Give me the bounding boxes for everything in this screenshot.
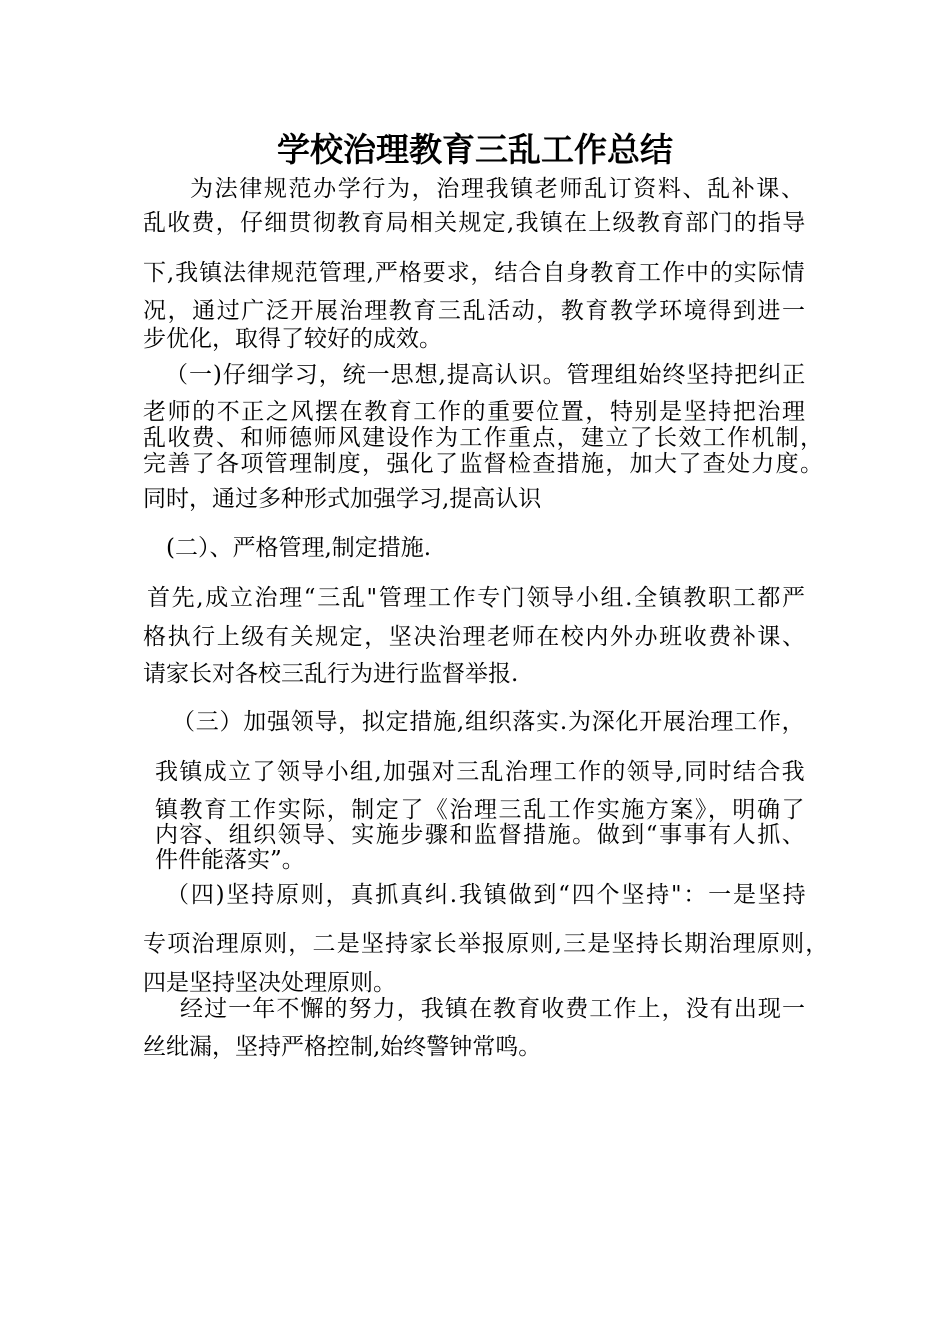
- paragraph-line: 下,我镇法律规范管理,严格要求，结合自身教育工作中的实际情: [143, 260, 806, 286]
- paragraph-line: 丝纰漏，坚持严格控制,始终警钟常鸣。: [143, 1034, 542, 1060]
- paragraph-line: （三）加强领导，拟定措施,组织落实.为深化开展治理工作，: [172, 709, 806, 735]
- paragraph-line: 专项治理原则，二是坚持家长举报原则,三是坚持长期治理原则，: [143, 931, 830, 957]
- paragraph-line: 同时，通过多种形式加强学习,提高认识: [143, 486, 542, 512]
- paragraph-line: （一)仔细学习，统一思想,提高认识。管理组始终坚持把纠正: [165, 362, 807, 388]
- paragraph-line: 请家长对各校三乱行为进行监督举报.: [143, 661, 519, 687]
- paragraph-line: 我镇成立了领导小组,加强对三乱治理工作的领导,同时结合我: [155, 759, 806, 785]
- paragraph-line: 老师的不正之风摆在教育工作的重要位置，特别是坚持把治理: [143, 399, 807, 425]
- paragraph-line: 完善了各项管理制度，强化了监督检查措施，加大了查处力度。: [143, 451, 825, 477]
- paragraph-line: 为法律规范办学行为，治理我镇老师乱订资料、乱补课、: [190, 176, 806, 202]
- document-title: 学校治理教育三乱工作总结: [277, 130, 673, 169]
- paragraph-line: 内容、组织领导、实施步骤和监督措施。做到“事事有人抓、: [155, 822, 807, 848]
- paragraph-line: 乱收费，仔细贯彻教育局相关规定,我镇在上级教育部门的指导: [143, 210, 807, 236]
- paragraph-line: 乱收费、和师德师风建设作为工作重点，建立了长效工作机制，: [143, 425, 825, 451]
- paragraph-line: 况，通过广泛开展治理教育三乱活动，教育教学环境得到进一: [143, 298, 807, 324]
- paragraph-line: 镇教育工作实际，制定了《治理三乱工作实施方案》，明确了: [155, 797, 807, 823]
- paragraph-line: 件件能落实”。: [155, 847, 305, 873]
- paragraph-line: (二）、严格管理,制定措施.: [166, 535, 432, 561]
- paragraph-line: 步优化，取得了较好的成效。: [143, 326, 442, 352]
- paragraph-line: （四)坚持原则，真抓真纠.我镇做到“四个坚持"：一是坚持: [166, 882, 808, 908]
- paragraph-line: 四是坚持坚决处理原则。: [143, 970, 396, 996]
- paragraph-line: 格执行上级有关规定，坚决治理老师在校内外办班收费补课、: [143, 624, 807, 650]
- paragraph-line: 经过一年不懈的努力，我镇在教育收费工作上，没有出现一: [180, 996, 807, 1022]
- paragraph-line: 首先,成立治理“三乱"管理工作专门领导小组.全镇教职工都严: [147, 585, 807, 611]
